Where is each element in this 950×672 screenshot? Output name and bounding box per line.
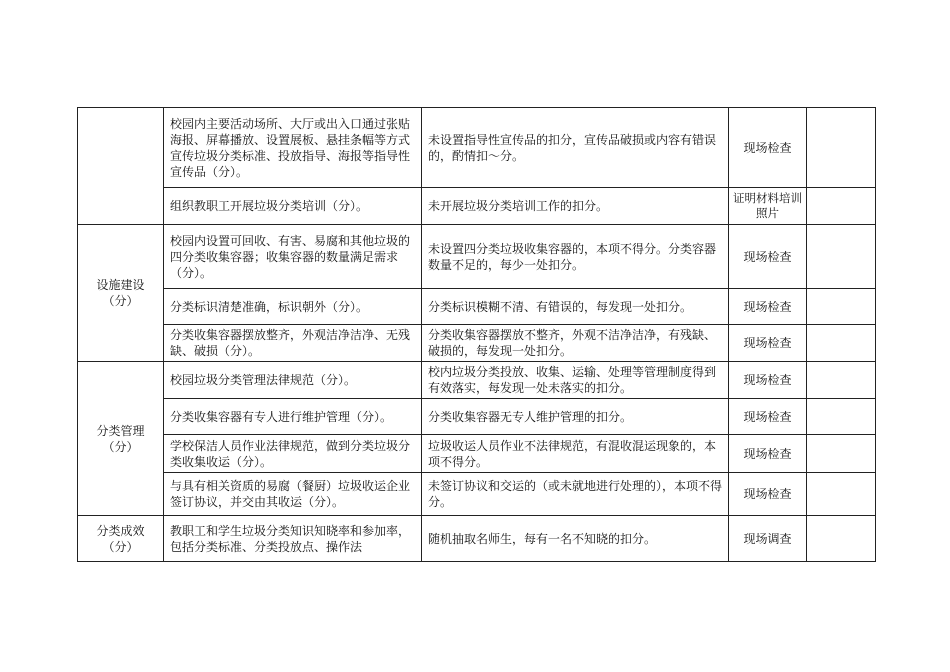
score-cell	[807, 108, 876, 188]
method-cell: 现场检查	[729, 473, 807, 516]
content-cell: 分类收集容器摆放整齐，外观洁净洁净、无残缺、破损（分）。	[164, 325, 422, 362]
score-cell	[807, 516, 876, 562]
content-cell: 与具有相关资质的易腐（餐厨）垃圾收运企业签订协议，并交由其收运（分）。	[164, 473, 422, 516]
content-cell: 校园内设置可回收、有害、易腐和其他垃圾的四分类收集容器；收集容器的数量满足需求（分）。	[164, 225, 422, 289]
score-cell	[807, 399, 876, 435]
method-cell: 现场检查	[729, 225, 807, 289]
score-cell	[807, 289, 876, 325]
rule-cell: 分类标识模糊不清、有错误的，每发现一处扣分。	[422, 289, 729, 325]
content-cell: 分类收集容器有专人进行维护管理（分）。	[164, 399, 422, 435]
rule-cell: 垃圾收运人员作业不法律规范，有混收混运现象的，本项不得分。	[422, 435, 729, 473]
category-cell-blank	[78, 108, 164, 225]
category-title: 分类成效	[96, 523, 145, 538]
score-cell	[807, 362, 876, 399]
content-cell: 教职工和学生垃圾分类知识知晓率和参加率，包括分类标准、分类投放点、操作法	[164, 516, 422, 562]
category-result	[78, 516, 164, 562]
method-cell: 现场检查	[729, 362, 807, 399]
score-cell	[807, 225, 876, 289]
rule-cell: 校内垃圾分类投放、收集、运输、处理等管理制度得到有效落实，每发现一处未落实的扣分。	[422, 362, 729, 399]
score-cell	[807, 473, 876, 516]
rule-cell: 未签订协议和交运的（或未就地进行处理的），本项不得分。	[422, 473, 729, 516]
table-row	[78, 325, 876, 362]
content-cell: 组织教职工开展垃圾分类培训（分）。	[164, 188, 422, 225]
score-cell	[807, 325, 876, 362]
content-cell: 校园内主要活动场所、大厅或出入口通过张贴海报、屏幕播放、设置展板、悬挂条幅等方式宣传垃圾分类标准、投放指导、海报等指导性宣传品（分）。	[164, 108, 422, 188]
score-cell	[807, 188, 876, 225]
method-cell: 证明材料培训照片	[729, 188, 807, 225]
category-score: （分）	[102, 439, 139, 454]
table-row	[78, 188, 876, 225]
table-row	[78, 225, 876, 289]
category-management	[78, 362, 164, 516]
content-cell: 学校保洁人员作业法律规范，做到分类垃圾分类收集收运（分）。	[164, 435, 422, 473]
method-cell: 现场检查	[729, 399, 807, 435]
table-row	[78, 289, 876, 325]
category-title: 分类管理	[96, 423, 145, 438]
category-facility	[78, 225, 164, 362]
rule-cell: 随机抽取名师生，每有一名不知晓的扣分。	[422, 516, 729, 562]
table-row	[78, 435, 876, 473]
rule-cell: 分类收集容器摆放不整齐，外观不洁净洁净，有残缺、破损的，每发现一处扣分。	[422, 325, 729, 362]
category-score: （分）	[102, 539, 139, 554]
method-cell: 现场检查	[729, 289, 807, 325]
rule-cell: 未开展垃圾分类培训工作的扣分。	[422, 188, 729, 225]
evaluation-table	[77, 107, 876, 562]
table-row	[78, 108, 876, 188]
table-row	[78, 399, 876, 435]
table-row	[78, 516, 876, 562]
content-cell: 校园垃圾分类管理法律规范（分）。	[164, 362, 422, 399]
table-row	[78, 473, 876, 516]
method-cell: 现场检查	[729, 325, 807, 362]
method-cell: 现场检查	[729, 435, 807, 473]
category-score: （分）	[102, 294, 139, 308]
method-cell: 现场调查	[729, 516, 807, 562]
content-cell: 分类标识清楚准确，标识朝外（分）。	[164, 289, 422, 325]
score-cell	[807, 435, 876, 473]
table-row	[78, 362, 876, 399]
rule-cell: 未设置指导性宣传品的扣分，宣传品破损或内容有错误的，酌情扣～分。	[422, 108, 729, 188]
rule-cell: 未设置四分类垃圾收集容器的，本项不得分。分类容器数量不足的，每少一处扣分。	[422, 225, 729, 289]
rule-cell: 分类收集容器无专人维护管理的扣分。	[422, 399, 729, 435]
category-title: 设施建设	[96, 278, 145, 292]
method-cell: 现场检查	[729, 108, 807, 188]
